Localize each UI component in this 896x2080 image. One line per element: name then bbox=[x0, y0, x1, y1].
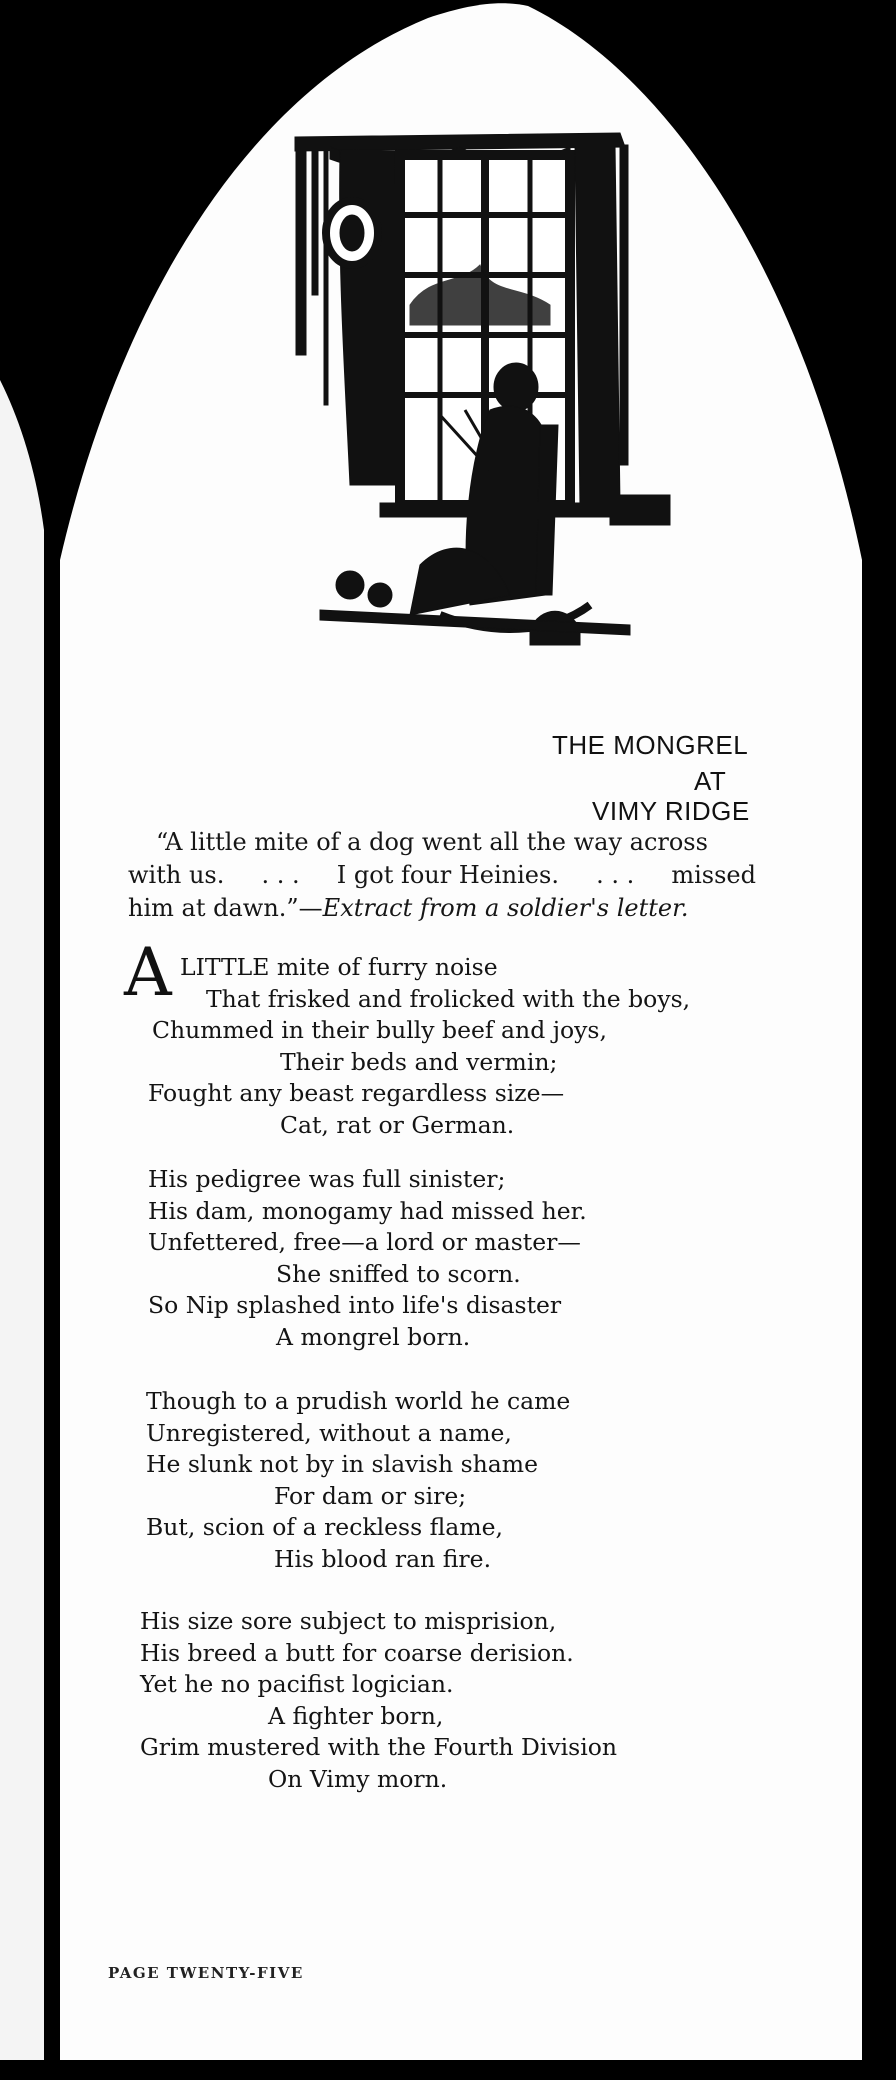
stanza-2-line-3: Unfettered, free—a lord or master— bbox=[148, 1228, 581, 1256]
stanza-2-line-4: She sniffed to scorn. bbox=[276, 1259, 521, 1288]
illustration-woman-knitting bbox=[290, 125, 690, 665]
epigraph-line-3 bbox=[128, 892, 756, 925]
stanza-3-line-3: He slunk not by in slavish shame bbox=[146, 1450, 538, 1478]
page-number-footer: PAGE TWENTY-FIVE bbox=[108, 1964, 304, 1982]
epigraph-source: Extract from a soldier's letter. bbox=[322, 894, 689, 922]
stanza-4-line-4: A fighter born, bbox=[268, 1701, 444, 1730]
poem-title-line-3: VIMY RIDGE bbox=[592, 796, 750, 826]
stanza-1-line-3: Chummed in their bully beef and joys, bbox=[152, 1016, 607, 1044]
stanza-2-line-1: His pedigree was full sinister; bbox=[148, 1165, 506, 1193]
epigraph-line-2-part-1: with us. bbox=[128, 861, 225, 889]
epigraph-line-1: “A little mite of a dog went all the way across bbox=[156, 828, 708, 856]
epigraph-line-2 bbox=[128, 859, 756, 892]
previous-page-edge bbox=[0, 380, 44, 2060]
stanza-2-line-6: A mongrel born. bbox=[276, 1322, 471, 1351]
epigraph-line-2-part-3: I got four Heinies. bbox=[336, 861, 559, 889]
stanza-1 bbox=[148, 952, 691, 1141]
stanza-3-line-4: For dam or sire; bbox=[274, 1481, 467, 1510]
epigraph-line-2-part-2: . . . bbox=[261, 861, 300, 889]
stanza-1-line-1: LITTLE mite of furry noise bbox=[180, 953, 498, 981]
poem-title-line-1: THE MONGREL bbox=[552, 730, 749, 760]
stanza-4-line-6: On Vimy morn. bbox=[268, 1764, 448, 1793]
stanza-4-line-1: His size sore subject to misprision, bbox=[140, 1607, 557, 1635]
stanza-4-line-5: Grim mustered with the Fourth Division bbox=[140, 1733, 617, 1761]
stanza-4-line-3: Yet he no pacifist logician. bbox=[140, 1670, 454, 1698]
epigraph-line-2-part-4: . . . bbox=[596, 861, 635, 889]
stanza-3-line-1: Though to a prudish world he came bbox=[146, 1387, 571, 1415]
stanza-2-line-5: So Nip splashed into life's disaster bbox=[148, 1291, 562, 1319]
stanza-3-line-2: Unregistered, without a name, bbox=[146, 1418, 512, 1447]
stanza-3-line-5: But, scion of a reckless flame, bbox=[146, 1513, 503, 1541]
stanza-2-line-2: His dam, monogamy had missed her. bbox=[148, 1196, 587, 1225]
epigraph bbox=[128, 826, 756, 925]
stanza-1-line-5: Fought any beast regardless size— bbox=[148, 1079, 565, 1107]
stanza-2 bbox=[148, 1164, 587, 1353]
stanza-4-line-2: His breed a butt for coarse derision. bbox=[140, 1638, 574, 1667]
epigraph-line-3-plain: him at dawn.”— bbox=[128, 894, 323, 922]
woman-head bbox=[494, 363, 538, 411]
stanza-1-line-2: That frisked and frolicked with the boys, bbox=[206, 984, 691, 1013]
stanza-3-line-6: His blood ran fire. bbox=[274, 1544, 492, 1573]
poem-title-line-2: AT bbox=[694, 766, 727, 796]
epigraph-line-2-part-5: missed bbox=[671, 861, 756, 889]
stanza-1-line-4: Their beds and vermin; bbox=[280, 1047, 558, 1076]
stanza-3 bbox=[146, 1386, 570, 1575]
drop-cap: A bbox=[124, 934, 172, 1011]
stanza-1-line-6: Cat, rat or German. bbox=[280, 1110, 515, 1139]
stanza-4 bbox=[140, 1606, 617, 1795]
